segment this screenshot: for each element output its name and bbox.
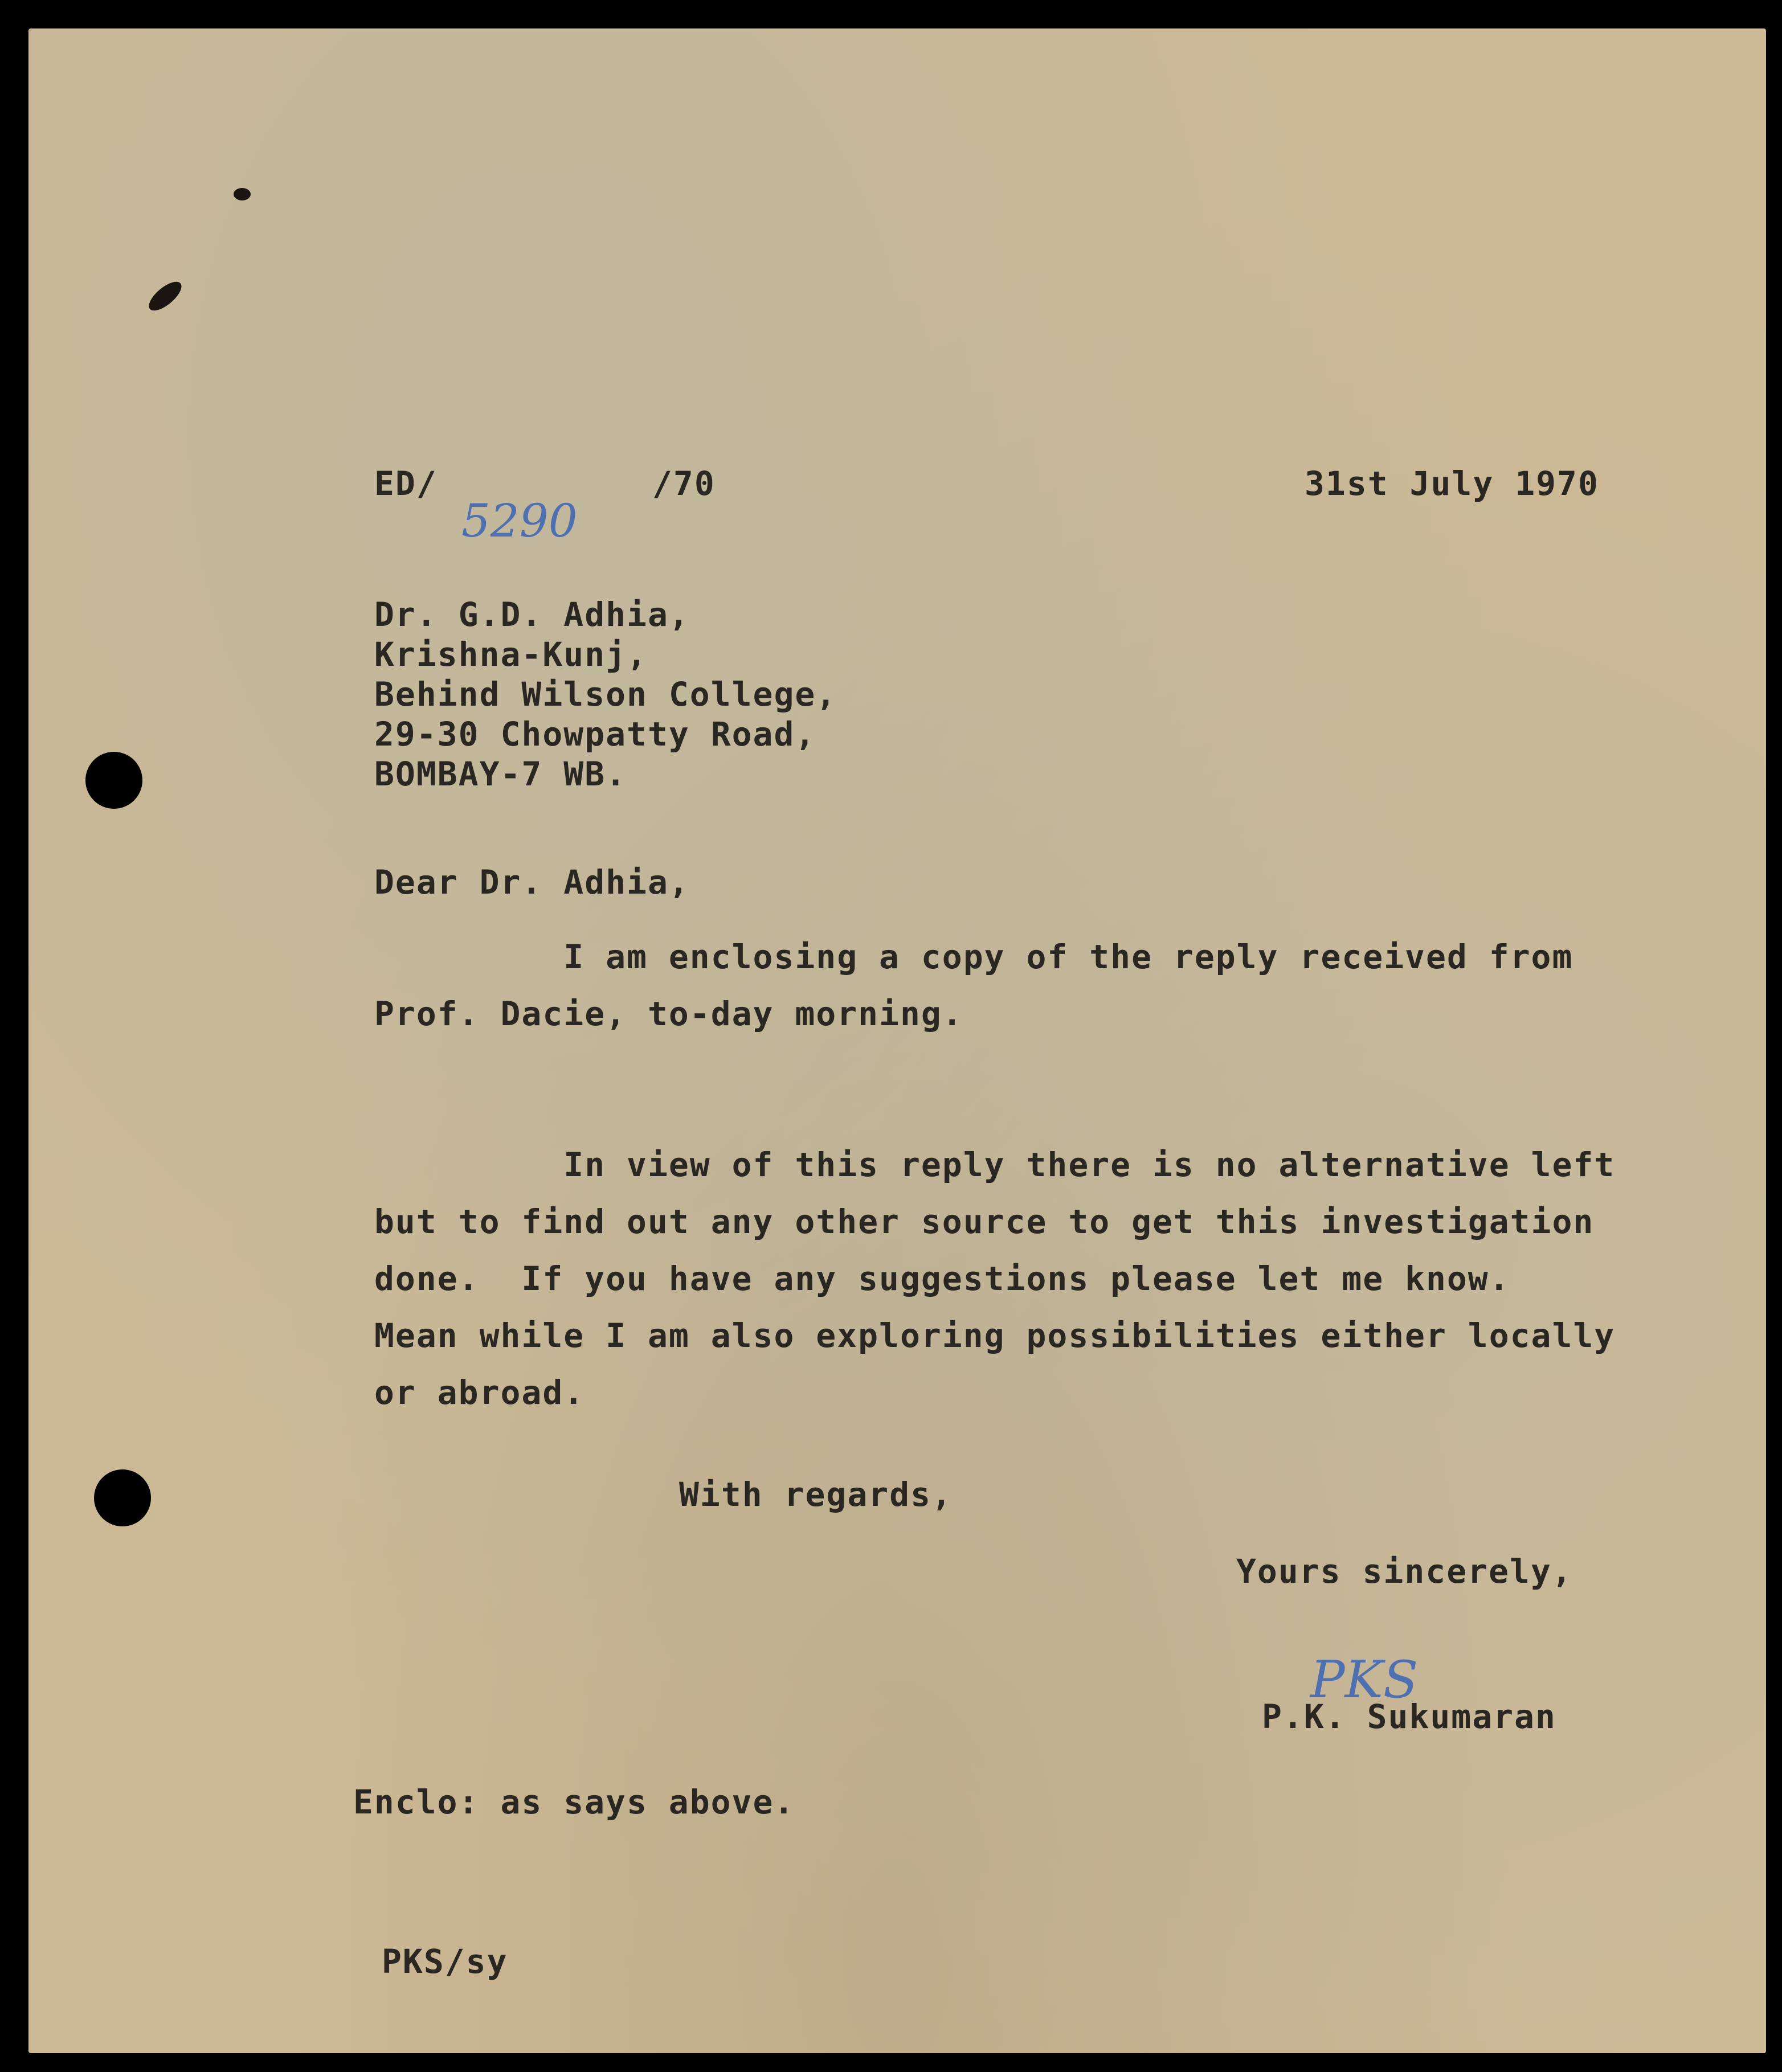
letter-date: 31st July 1970 (1305, 464, 1599, 503)
paragraph-line: In view of this reply there is no alternative left (374, 1145, 1616, 1184)
paragraph-line: done. If you have any suggestions please let me know. (374, 1259, 1510, 1298)
paragraph-line: I am enclosing a copy of the reply received from (374, 937, 1573, 976)
reference-prefix: ED/ (374, 464, 438, 503)
address-line: Krishna-Kunj, (374, 635, 648, 674)
reference-initials: PKS/sy (382, 1942, 508, 1981)
paragraph-line: Prof. Dacie, to-day morning. (374, 994, 963, 1033)
reference-number-handwritten: 5290 (461, 494, 578, 547)
salutation: Dear Dr. Adhia, (374, 863, 690, 902)
address-line: Dr. G.D. Adhia, (374, 595, 690, 634)
signatory-name: P.K. Sukumaran (1262, 1697, 1556, 1736)
paper-tear (145, 277, 186, 316)
paragraph-line: Mean while I am also exploring possibilities either locally (374, 1316, 1616, 1355)
paper-blemish (234, 188, 251, 200)
paragraph-line: but to find out any other source to get this investigation (374, 1202, 1595, 1241)
punch-hole-top (85, 752, 142, 809)
valediction: Yours sincerely, (1236, 1552, 1573, 1591)
address-line: Behind Wilson College, (374, 675, 837, 714)
address-line: 29-30 Chowpatty Road, (374, 715, 816, 754)
closing-regards: With regards, (679, 1475, 953, 1514)
paragraph-line: or abroad. (374, 1373, 585, 1412)
handwritten-signature: PKS (1310, 1650, 1419, 1710)
enclosure-note: Enclo: as says above. (353, 1783, 795, 1821)
letter-page (28, 28, 1766, 2053)
punch-hole-bottom (94, 1469, 151, 1526)
reference-suffix: /70 (652, 464, 716, 503)
address-line: BOMBAY-7 WB. (374, 755, 627, 793)
